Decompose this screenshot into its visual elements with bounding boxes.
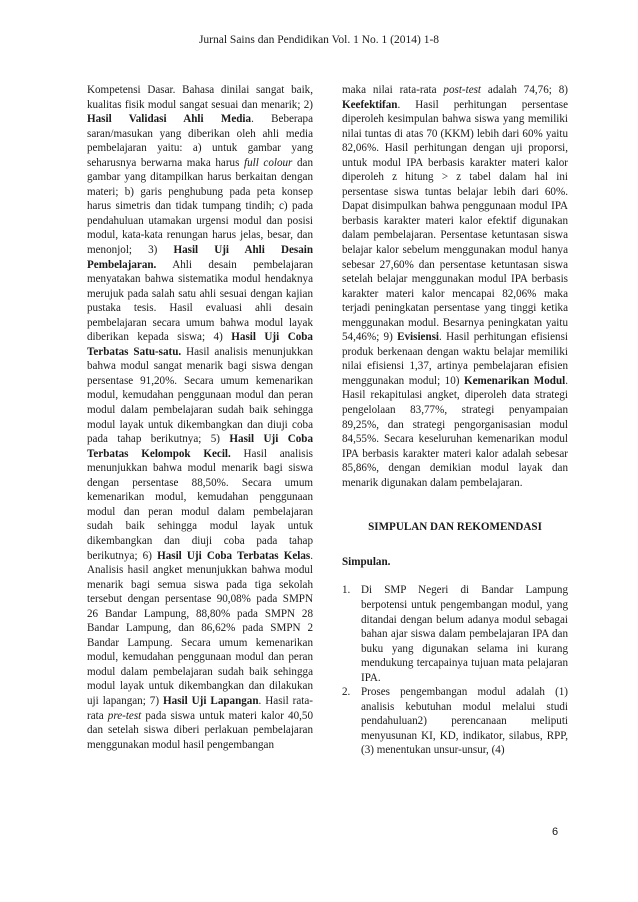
bold-term: Hasil Uji Coba Terbatas Kelas	[157, 549, 311, 562]
text-run: Kompetensi Dasar. Bahasa dinilai sangat baik, kualitas fisik modul sangat sesuai dan menarik; 2)	[87, 84, 313, 111]
right-column	[342, 83, 568, 758]
text-run: . Beberapa saran/masukan yang diberikan oleh ahli media pembelajaran yaitu: a) untuk gambar yang seharusnya berwarna maka harus	[87, 113, 314, 169]
bold-term: Keefektifan	[342, 98, 398, 111]
subsection-heading: Simpulan.	[342, 555, 391, 568]
list-item-text: Di SMP Negeri di Bandar Lampung berpotensi untuk pengembangan modul, yang ditandai dengan belum adanya modul sebagai bahan ajar siswa dalam pembelajaran IPA dan buku yang digunakan selama ini kurang mendukung tercapainya tujuan mata pelajaran IPA.	[361, 584, 568, 684]
italic-term: pre-test	[107, 709, 142, 722]
bold-term: Hasil Uji Lapangan	[163, 694, 259, 707]
text-run: Ahli desain pembelajaran menyatakan bahwa sistematika modul hendaknya merujuk pada salah satu ahli sesuai dengan kajian pustaka tesis. Hasil evaluasi ahli desain pembelajaran secara umum bahwa modul layak diberikan kepada siswa; 4)	[87, 258, 313, 344]
bold-term: Evisiensi	[397, 331, 440, 344]
right-paragraph	[342, 83, 568, 490]
text-run: . Analisis hasil angket menunjukkan bahwa modul menarik bagi semua siswa pada tiga sekolah tersebut dengan persentase 90,08% pada SMPN 26 Bandar Lampung, 88,80% pada SMPN 28 Bandar Lampung, dan 86,62% pada SMPN 2 Bandar Lampung. Secara umum kemenarikan modul, kemudahan penggunaan modul dan peran modul dalam pembelajaran sudah baik sehingga modul layak untuk dikembangkan dan dilakukan uji lapangan; 7)	[87, 549, 313, 707]
text-run: adalah 74,76; 8)	[481, 84, 568, 96]
text-run: . Hasil perhitungan persentase diperoleh kesimpulan bahwa siswa yang memiliki nilai tuntas di atas 70 (KKM) lebih dari 60% yaitu 82,06%. Hasil perhitungan dengan uji proporsi, untuk modul IPA berbasis karakter materi kalor diperoleh z hitung > z tabel dalam hal ini persentase siswa tuntas belajar lebih dari 60%. Dapat disimpulkan bahwa penggunaan modul IPA berbasis karakter materi kalor efektif digunakan dalam pembelajaran. Persentase ketuntasan siswa belajar kalor sebelum menggunakan modul hanya sebesar 27,60% dan persentase ketuntasan siswa setelah belajar menggunakan modul IPA berbasis karakter materi kalor mencapai 82,06% maka terjadi peningkatan persentase yang tinggi ketika menggunakan modul. Besarnya peningkatan yaitu 54,46%; 9)	[342, 98, 568, 344]
bold-term: Kemenarikan Modul	[463, 374, 566, 387]
list-number: 2.	[342, 686, 351, 699]
italic-term: post-test	[443, 84, 482, 96]
left-column	[87, 83, 313, 752]
text-run: . Hasil perhitungan efisiensi produk berkenaan dengan waktu belajar memiliki nilai efisiensi 1,37, artinya pembelajaran efisien menggunakan modul; 10)	[342, 331, 568, 387]
text-run: Hasil analisis menunjukkan bahwa modul sangat menarik bagi siswa dengan persentase 91,20%. Secara umum kemenarikan modul, kemudahan penggunaan modul dan peran modul dalam pembelajaran sudah baik sehingga modul layak untuk dikembangkan dan diuji coba pada tahap berikutnya; 5)	[87, 345, 313, 446]
list-number: 1.	[342, 584, 351, 597]
bold-term: Hasil Uji Coba Terbatas Kelompok Kecil.	[87, 433, 313, 460]
list-item-text: Proses pengembangan modul adalah (1) analisis kebutuhan modul melalui studi pendahuluan2) perencanaan meliputi menyusunan KI, KD, indikator, silabus, RPP, (3) menentukan unsur-unsur, (4)	[361, 686, 568, 757]
text-run: Hasil analisis menunjukkan bahwa modul menarik bagi siswa dengan persentase 88,50%. Secara umum kemenarikan modul, kemudahan penggunaan modul dan peran modul dalam pembelajaran sudah baik sehingga modul layak untuk dikembangkan dan diuji coba pada tahap berikutnya; 6)	[87, 447, 313, 562]
text-run: maka nilai rata-rata	[342, 84, 444, 96]
list-item	[342, 685, 568, 758]
conclusion-list	[342, 583, 568, 758]
bold-term: Hasil Uji Ahli Desain Pembelajaran.	[87, 244, 313, 271]
text-run: dan gambar yang ditampilkan harus berkaitan dengan materi; b) garis penghubung pada peta konsep harus simetris dan tidak tumpang tindih; c) pada pendahuluan utamakan urgensi modul dan posisi modul, kata-kata renungan harus jelas, besar, dan menonjol; 3)	[87, 156, 313, 257]
italic-term: full colour	[244, 156, 293, 169]
bold-term: Hasil Validasi Ahli Media	[87, 113, 252, 126]
left-paragraph	[87, 83, 313, 752]
text-run: . Hasil rata-rata	[87, 694, 313, 722]
text-run: . Hasil rekapitulasi angket, diperoleh data strategi pengelolaan 83,77%, strategi penyampaian 89,25%, dan strategi pengorganisasian modul 84,55%. Secara keseluruhan kemenarikan modul IPA berbasis karakter materi kalor adalah sebesar 85,86%, dengan demikian modul layak dan menarik digunakan dalam pembelajaran.	[342, 374, 568, 489]
section-heading: SIMPULAN DAN REKOMENDASI	[368, 521, 542, 534]
list-item	[342, 583, 568, 685]
running-header: Jurnal Sains dan Pendidikan Vol. 1 No. 1 (2014) 1-8	[198, 34, 440, 46]
text-run: pada siswa untuk materi kalor 40,50 dan setelah siswa diberi perlakuan pembelajaran menggunakan modul hasil pengembangan	[87, 709, 313, 751]
page-number: 6	[552, 826, 559, 838]
bold-term: Hasil Uji Coba Terbatas Satu-satu.	[87, 331, 313, 358]
